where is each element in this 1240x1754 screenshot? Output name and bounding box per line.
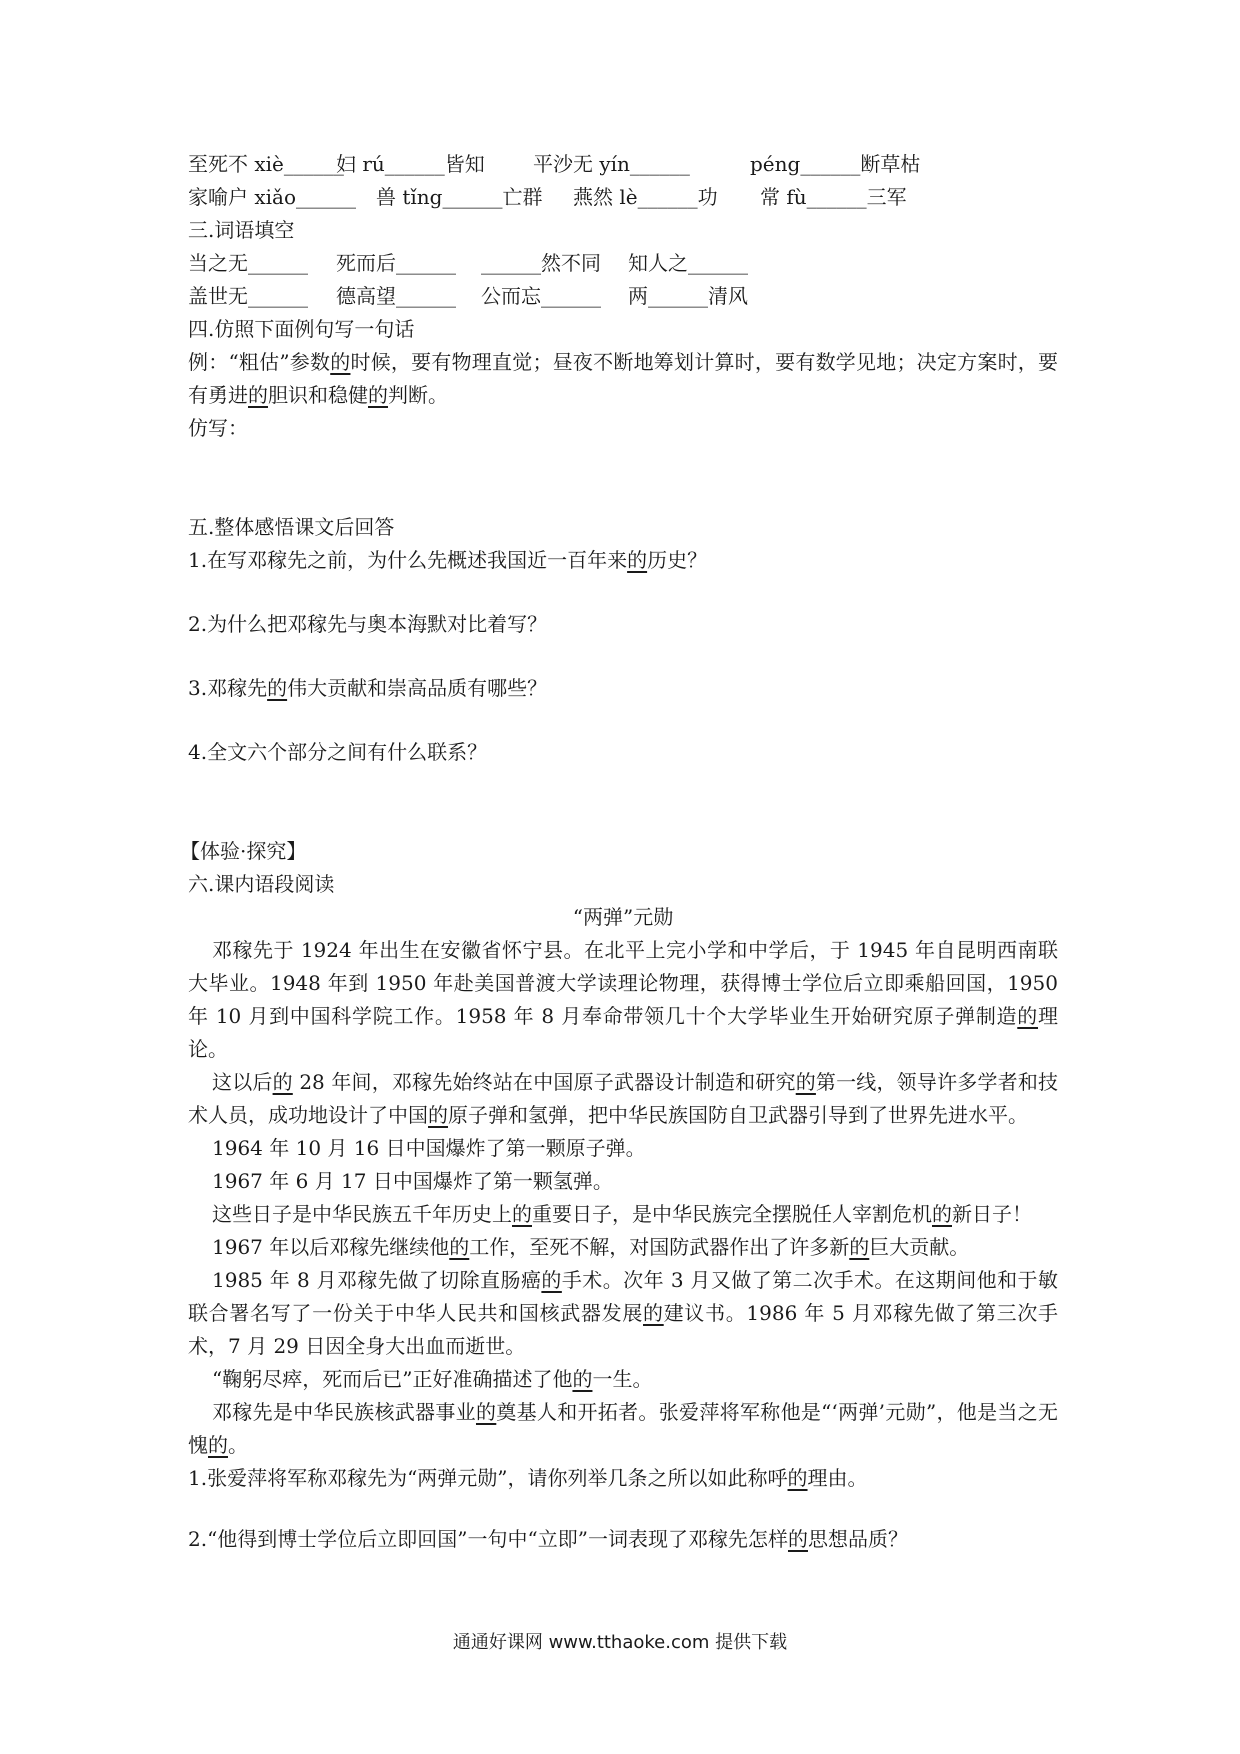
answer-space — [188, 445, 1058, 511]
passage-paragraph-5: 这些日子是中华民族五千年历史上的重要日子，是中华民族完全摆脱任人宰割危机的新日子！ — [212, 1202, 1032, 1226]
idiom-item: 盖世无______ — [188, 284, 308, 308]
idiom-item: 两______清风 — [628, 284, 748, 308]
passage-paragraph-9: 邓稼先是中华民族核武器事业的奠基人和开拓者。张爱萍将军称他是“‘两弹’元勋”，他是当之无愧的。 — [188, 1400, 1059, 1457]
passage-paragraph-8: “鞠躬尽瘁，死而后已”正好准确描述了他的一生。 — [212, 1367, 653, 1391]
idiom-row-2 — [188, 280, 1058, 313]
section-4-heading: 四.仿照下面例句写一句话 — [188, 317, 415, 341]
idiom-item: 公而忘______ — [481, 284, 601, 308]
question-5-1: 1.在写邓稼先之前，为什么先概述我国近一百年来的历史？ — [188, 548, 708, 572]
pinyin-item: 燕然 lè______功 — [573, 185, 718, 209]
passage-paragraph-4: 1967 年 6 月 17 日中国爆炸了第一颗氢弹。 — [212, 1169, 613, 1193]
idiom-item: 死而后______ — [336, 251, 456, 275]
answer-space — [188, 769, 1058, 835]
question-5-4: 4.全文六个部分之间有什么联系？ — [188, 740, 488, 764]
answer-space — [188, 705, 1058, 736]
pinyin-item: 妇 rú______皆知 — [336, 152, 485, 176]
section-tag: 【体验·探究】 — [180, 839, 307, 863]
worksheet-page — [180, 148, 1059, 1556]
idiom-item: 当之无______ — [188, 251, 308, 275]
pinyin-row-1 — [188, 148, 1058, 181]
pinyin-item: 家喻户 xiǎo______ — [188, 185, 356, 209]
section-5-heading: 五.整体感悟课文后回答 — [188, 515, 395, 539]
pinyin-item: 兽 tǐng______亡群 — [376, 185, 543, 209]
passage-paragraph-1: 邓稼先于 1924 年出生在安徽省怀宁县。在北平上完小学和中学后，于 1945 年自昆明西南联大毕业。1948 年到 1950 年赴美国普渡大学读理论物理，获得博士学位后立即乘船回国，1950 年 10 月到中国科学院工作。1958 年 8 月奉命带领几十个大学毕业生开始研究原子弹制造的理论。 — [188, 938, 1059, 1061]
pinyin-item: 常 fù______三军 — [760, 185, 907, 209]
section-3-heading: 三.词语填空 — [188, 218, 295, 242]
pinyin-item: péng______断草枯 — [750, 152, 921, 176]
idiom-item: ______然不同 — [481, 251, 601, 275]
answer-space — [188, 577, 1058, 608]
idiom-item: 知人之______ — [628, 251, 748, 275]
answer-space — [188, 1495, 1058, 1523]
pinyin-item: 至死不 xiè______ — [188, 152, 344, 176]
pinyin-item: 平沙无 yín______ — [533, 152, 690, 176]
question-6-1: 1.张爱萍将军称邓稼先为“两弹元勋”，请你列举几条之所以如此称呼的理由。 — [188, 1466, 868, 1490]
example-sentence: 例：“粗估”参数的时候，要有物理直觉；昼夜不断地筹划计算时，要有数学见地；决定方案时，要有勇进的胆识和稳健的判断。 — [188, 350, 1059, 407]
page-footer: 通通好课网 www.tthaoke.com 提供下载 — [452, 1632, 788, 1653]
idiom-row-1 — [188, 247, 1058, 280]
passage-paragraph-6: 1967 年以后邓稼先继续他的工作，至死不解，对国防武器作出了许多新的巨大贡献。 — [212, 1235, 970, 1259]
answer-space — [188, 641, 1058, 672]
idiom-item: 德高望______ — [336, 284, 456, 308]
passage-paragraph-7: 1985 年 8 月邓稼先做了切除直肠癌的手术。次年 3 月又做了第二次手术。在这期间他和于敏联合署名写了一份关于中华人民共和国核武器发展的建议书。1986 年 5 月邓稼先做了第三次手术，7 月 29 日因全身大出血而逝世。 — [188, 1268, 1058, 1358]
pinyin-row-2 — [188, 181, 1058, 214]
section-6-heading: 六.课内语段阅读 — [188, 872, 335, 896]
question-5-3: 3.邓稼先的伟大贡献和崇高品质有哪些？ — [188, 676, 548, 700]
imitate-label: 仿写： — [188, 416, 248, 440]
question-5-2: 2.为什么把邓稼先与奥本海默对比着写？ — [188, 612, 548, 636]
passage-paragraph-2: 这以后的 28 年间，邓稼先始终站在中国原子武器设计制造和研究的第一线，领导许多学者和技术人员，成功地设计了中国的原子弹和氢弹，把中华民族国防自卫武器引导到了世界先进水平。 — [188, 1070, 1059, 1127]
passage-title: “两弹”元勋 — [572, 905, 674, 929]
passage-paragraph-3: 1964 年 10 月 16 日中国爆炸了第一颗原子弹。 — [212, 1136, 646, 1160]
question-6-2: 2.“他得到博士学位后立即回国”一句中“立即”一词表现了邓稼先怎样的思想品质？ — [188, 1527, 908, 1551]
